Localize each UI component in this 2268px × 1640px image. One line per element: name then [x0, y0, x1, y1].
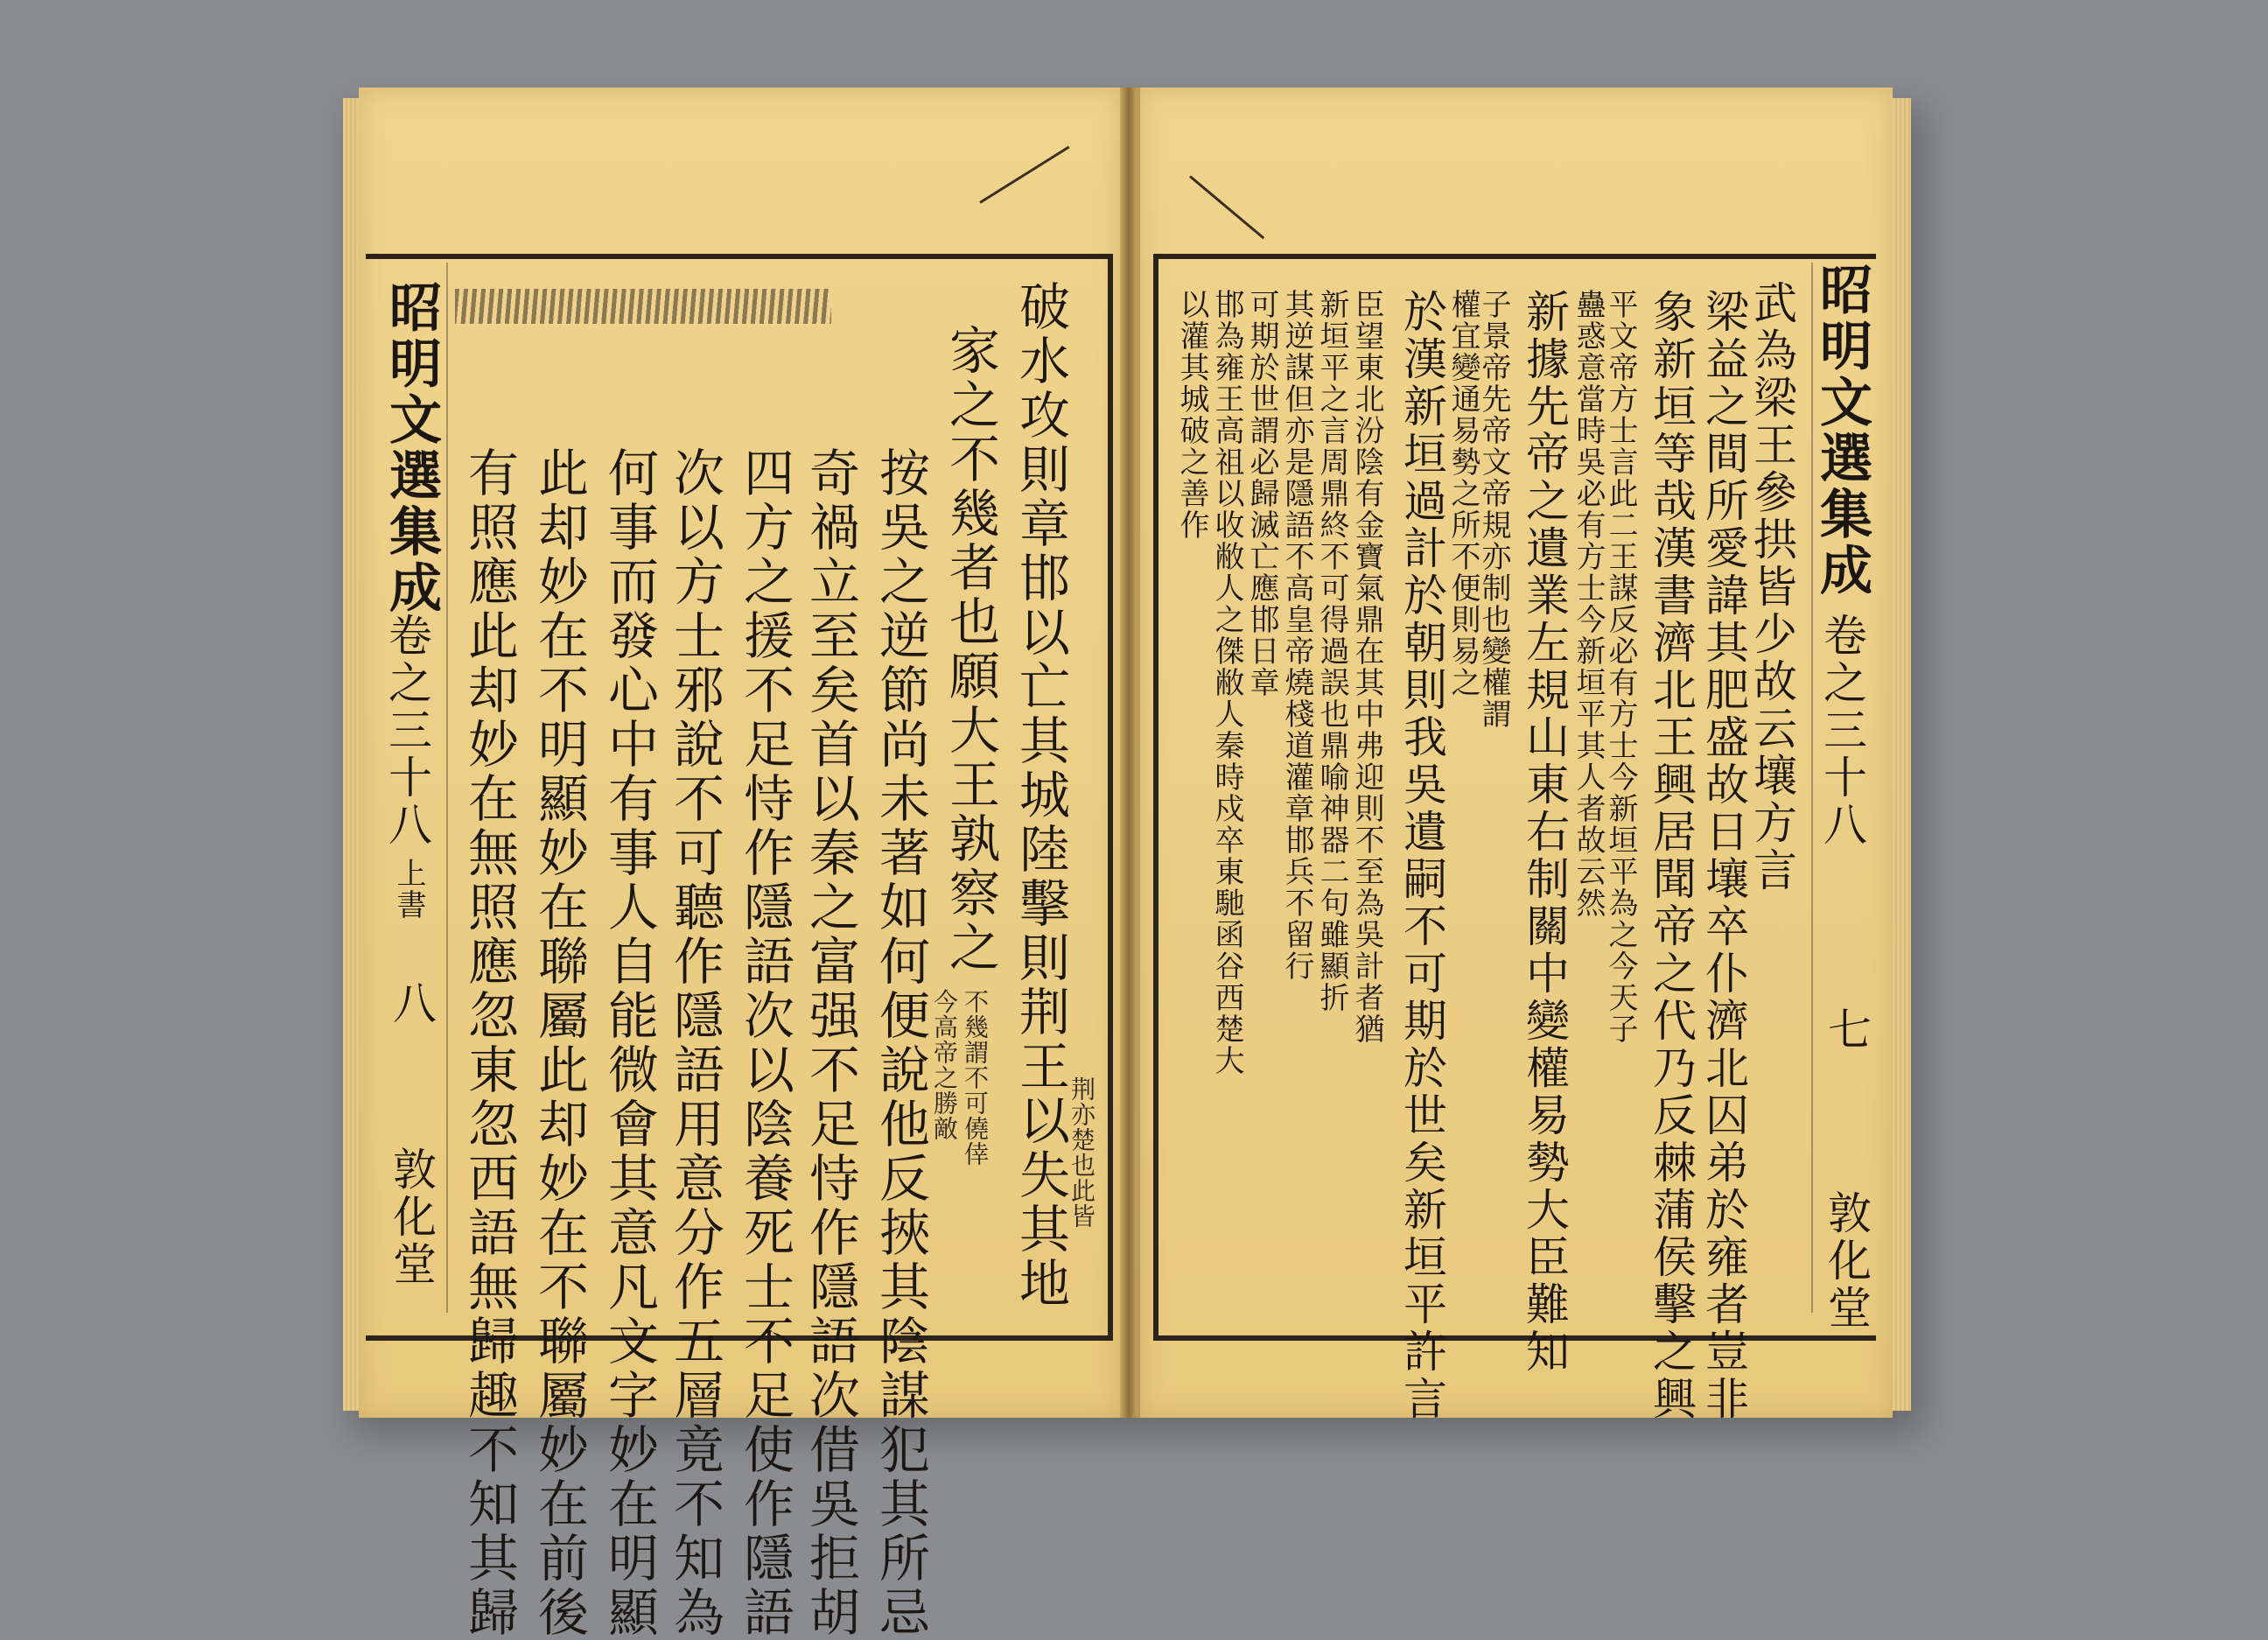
left-col-2: 家之不幾者也願大王孰察之	[941, 324, 1000, 975]
left-note-2: 不幾謂不可僥倖	[961, 989, 990, 1167]
left-col-4: 奇禍立至矣首以秦之富强不足恃作隱語次借吳拒胡	[801, 446, 860, 1640]
right-header-rule	[1811, 263, 1813, 1313]
book-gutter	[1120, 88, 1138, 1418]
right-col-3: 象新垣等哉漢書濟北王興居聞帝之代乃反棘蒲侯擊之興	[1646, 289, 1697, 1423]
right-col-10: 臣望東北汾陰有金寶氣鼎在其中弗迎則不至為吳計者猶	[1349, 289, 1384, 1045]
right-col-4: 平文帝方士言此二王謀反必有方士今新垣平為之今天子	[1603, 289, 1638, 1045]
left-header-rule	[446, 263, 448, 1313]
left-col-8: 此却妙在不明顯妙在聯屬此却妙在不聯屬妙在前後	[529, 446, 589, 1640]
left-col-6: 次以方士邪說不可聽作隱語用意分作五層竟不知為	[665, 446, 724, 1640]
left-publisher: 敦化堂	[386, 1146, 437, 1288]
right-header-chapter: 卷之三十八	[1816, 613, 1867, 849]
right-col-11: 新垣平之言周鼎終不可得過誤也鼎喻神器二句雖顯折	[1314, 289, 1349, 1013]
left-note-3: 今高帝之勝敵	[930, 989, 959, 1141]
right-col-8: 權宜變通易勢之所不便則易之	[1446, 289, 1480, 698]
left-col-9: 有照應此却妙在無照應忽東忽西語無歸趣不知其歸	[459, 446, 519, 1640]
left-header-title: 昭明文選集成	[381, 280, 442, 616]
right-folio: 七	[1821, 1006, 1872, 1054]
right-col-1: 武為梁王參拱皆少故云壤方言	[1746, 280, 1797, 894]
left-header-section: 上書	[391, 858, 426, 921]
right-col-15: 以灌其城破之善作	[1174, 289, 1209, 541]
right-col-2b: 梁益之間所愛諱其肥盛故日壤卒仆濟北囚弟於雍者豈非	[1698, 289, 1749, 1423]
left-header-chapter: 卷之三十八	[382, 613, 432, 849]
left-folio: 八	[386, 980, 437, 1027]
left-col-7: 何事而發心中有事人自能微會其意凡文字妙在明顯	[599, 446, 659, 1640]
right-header-title: 昭明文選集成	[1811, 263, 1872, 599]
ink-banner	[455, 289, 831, 324]
right-publisher: 敦化堂	[1821, 1190, 1872, 1332]
left-col-1: 破水攻則章邯以亡其城陸擊則荆王以失其地	[1011, 280, 1070, 1311]
left-note-1: 荆亦楚也此皆	[1068, 1076, 1096, 1229]
right-col-6: 新據先帝之遺業左規山東右制關中變權易勢大臣難知	[1519, 289, 1570, 1376]
right-col-5: 蠱惑意當時吳必有方士今新垣平其人者故云然	[1571, 289, 1606, 919]
right-col-14: 邯為雍王高祖以收敝人之傑敝人秦時戍卒東馳函谷西楚大	[1209, 289, 1244, 1076]
left-col-3: 按吳之逆節尚未著如何便說他反挾其陰謀犯其所忌	[871, 446, 930, 1640]
right-col-12: 其逆謀但亦是隱語不高皇帝燒棧道灌章邯兵不留行	[1279, 289, 1314, 982]
right-col-7: 子景帝先帝文帝規亦制也變權謂	[1476, 289, 1511, 730]
left-col-5: 四方之援不足恃作隱語次以陰養死士不足使作隱語	[735, 446, 794, 1640]
right-col-9: 於漢新垣過計於朝則我吳遺嗣不可期於世矣新垣平許言	[1396, 289, 1447, 1423]
right-col-13: 可期於世謂必歸滅亡應邯日章	[1244, 289, 1279, 698]
